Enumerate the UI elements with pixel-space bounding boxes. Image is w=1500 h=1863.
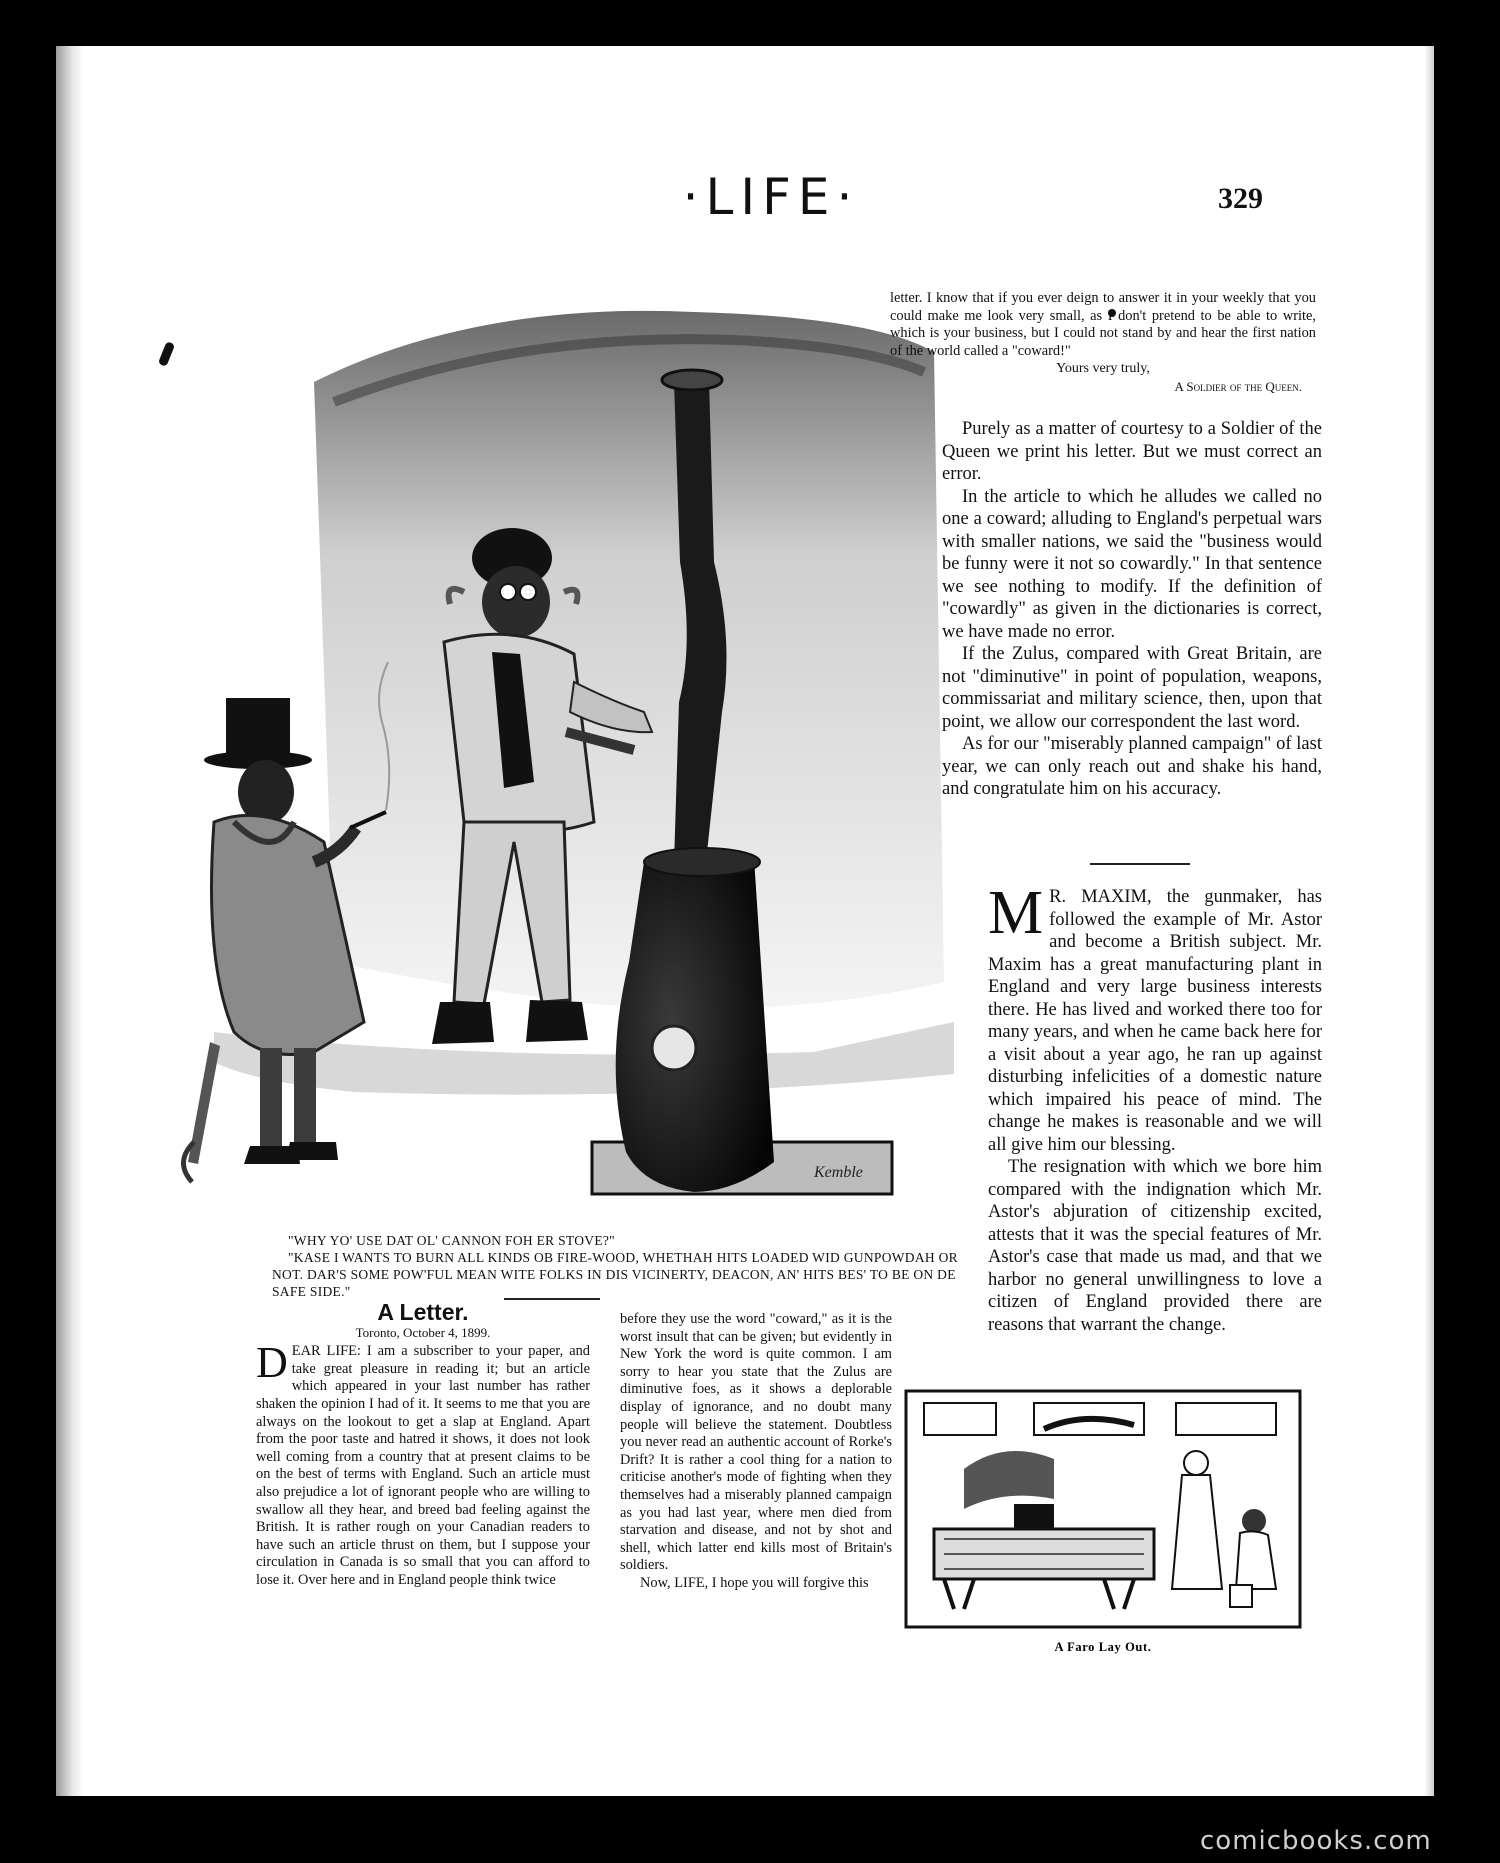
reply-paragraph-2: In the article to which he alludes we called no one a coward; alluding to England's perpetual wars with smaller nations, we said the "business would be funny were it not so cowardly." In that sentence we see nothing to modify. If the definition of "cowardly" as given in the dictionaries is correct, we have made no error. — [942, 486, 1322, 642]
caption-line-1: "WHY YO' USE DAT OL' CANNON FOH ER STOVE?" — [288, 1233, 615, 1248]
cartoon-illustration — [174, 262, 954, 1208]
divider-rule-2 — [1090, 863, 1190, 865]
maxim-paragraph-1: R. MAXIM, the gunmaker, has followed the example of Mr. Astor and become a British subject. Mr. Maxim has a great manufacturing plant in England and very large business interests there. He has lived and worked there too for many years, and when he came back here for a visit about a year ago, he ran up against disturbing infelicities of a domestic nature which impaired his peace of mind. The change he makes is reasonable and we will all give him our blessing. — [988, 887, 1322, 1155]
editorial-reply — [942, 418, 1322, 801]
letter-body-1: EAR LIFE: I am a subscriber to your paper, and take great pleasure in reading it; but an article which appeared in your last number has rather shaken the opinion I had of it. It seems to me that you are always on the lookout to get a slap at England. Apart from the poor taste and hatred it shows, it does not look well coming from a country that at present claims to be on the best of terms with England. Such an article must also prejudice a lot of ignorant people who are willing to swallow all they hear, and breed bad feeling against the British. It is rather rough on your Canadian readers to have such an article thrust on them, but I suppose your circulation in Canada is so small that you can afford to lose it. Over here and in England people think twice — [256, 1343, 590, 1588]
letter-column-1 — [256, 1299, 590, 1590]
letter-body-4: letter. I know that if you ever deign to answer it in your weekly that you could make me look very small, as I don't pretend to be able to write, which is your business, but I could not stand by and hear the first nation of the world called a "coward!" — [890, 290, 1316, 359]
page-spine-shadow — [56, 46, 84, 1796]
letter-signoff: A Soldier of the Queen. — [1174, 378, 1302, 394]
reply-paragraph-3: If the Zulus, compared with Great Britain, are not "diminutive" in point of population, weapons, commissariat and military science, then, upon that point, we allow our correspondent the last word. — [942, 644, 1322, 732]
faro-caption: A Faro Lay Out. — [1054, 1640, 1152, 1654]
reply-paragraph-4: As for our "miserably planned campaign" of last year, we can only reach out and shake his hand, and congratulate him on his accuracy. — [942, 734, 1322, 799]
letter-column-3 — [890, 290, 1316, 396]
ink-mark — [158, 341, 175, 367]
letter-closing: Yours very truly, — [1056, 361, 1150, 377]
faro-illustration — [904, 1389, 1302, 1629]
drop-cap-d: D — [256, 1338, 288, 1388]
masthead: ·LIFE· — [682, 168, 860, 226]
reply-paragraph-1: Purely as a matter of courtesy to a Soldier of the Queen we print his letter. But we must correct an error. — [942, 419, 1322, 484]
caption-line-2: "KASE I WANTS TO BURN ALL KINDS OB FIRE-WOOD, WHETHAH HITS LOADED WID GUNPOWDAH OR NOT. DAR'S SOME POW'FUL MEAN WITE FOLKS IN DIS VICINERTY, DEACON, AN' HITS BES' TO BE ON DE SAFE SIDE." — [272, 1250, 958, 1299]
letter-dateline: Toronto, October 4, 1899. — [355, 1324, 491, 1340]
maxim-paragraph-2: The resignation with which we bore him compared with the indignation which Mr. Astor's abjuration of citizenship excited, attests that it was the special features of Mr. Astor's case that made us mad, and that we harbor no general unwillingness to love a citizen of England provided there are reasons that warrant the change. — [988, 1157, 1322, 1335]
drop-cap-m: M — [988, 879, 1044, 947]
letter-body-3: Now, LIFE, I hope you will forgive this — [640, 1574, 869, 1591]
cannon-stove — [616, 851, 774, 1192]
letter-body-2: before they use the word "coward," as it is the worst insult that can be given; but evidently in New York the word is quite common. I am sorry to hear you state that the Zulus are diminutive foes, as it shows a deplorable display of ignorance, and no doubt many people will believe the statement. Doubtless you never read an authentic account of Rorke's Drift? It is rather a cool thing for a nation to criticise another's mode of fighting when they themselves had a miserably planned campaign as you had last year, where men died from starvation and disease, and not by shot and shell, which latter end kills most of Britain's soldiers. — [620, 1311, 892, 1574]
cartoon-caption — [272, 1232, 972, 1300]
stove-door — [652, 1026, 696, 1070]
site-watermark: comicbooks.com — [1200, 1826, 1432, 1856]
letter-column-2 — [620, 1311, 892, 1593]
maxim-article — [988, 879, 1322, 1336]
background-wall — [314, 311, 944, 1009]
page-edge — [1424, 46, 1434, 1796]
letter-title: A Letter. — [377, 1299, 469, 1325]
artist-signature: Kemble — [814, 1164, 863, 1181]
page-number: 329 — [1218, 182, 1263, 215]
divider-rule — [504, 1298, 600, 1300]
